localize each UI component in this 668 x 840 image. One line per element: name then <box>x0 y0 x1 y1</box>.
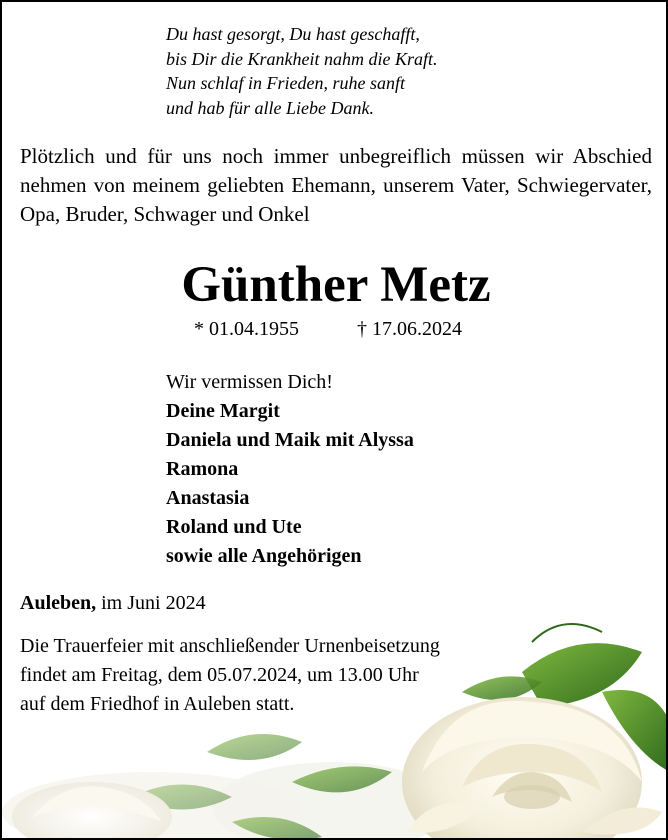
mourner-name: Daniela und Maik mit Alyssa <box>166 429 414 451</box>
funeral-line: findet am Freitag, dem 05.07.2024, um 13.00 Uhr <box>20 664 419 686</box>
poem-line: Du hast gesorgt, Du hast geschafft, <box>166 24 420 44</box>
poem-line: Nun schlaf in Frieden, ruhe sanft <box>166 73 405 93</box>
place-town: Auleben, <box>20 592 97 614</box>
funeral-info <box>20 632 560 719</box>
intro-text: Plötzlich und für uns noch immer unbegreiflich müssen wir Abschied nehmen von meinem geliebten Ehemann, unserem Vater, Schwiegervater, Opa, Bruder, Schwager und Onkel <box>20 144 652 226</box>
place-date-line <box>20 589 206 617</box>
place-date: im Juni 2024 <box>96 592 206 614</box>
mourners-intro: Wir vermissen Dich! <box>166 371 333 393</box>
mourner-name: sowie alle Angehörigen <box>166 545 362 567</box>
mourner-name: Deine Margit <box>166 400 280 422</box>
death-date: † 17.06.2024 <box>357 318 462 340</box>
poem-line: bis Dir die Krankheit nahm die Kraft. <box>166 48 438 69</box>
mourners-list <box>166 368 414 571</box>
memorial-poem <box>166 22 438 120</box>
funeral-line: auf dem Friedhof in Auleben statt. <box>20 693 295 715</box>
poem-line: und hab für alle Liebe Dank. <box>166 97 374 118</box>
deceased-name: Günther Metz <box>181 257 491 313</box>
birth-date: * 01.04.1955 <box>194 318 299 340</box>
mourner-name: Ramona <box>166 458 239 480</box>
funeral-line: Die Trauerfeier mit anschließender Urnenbeisetzung <box>20 635 440 657</box>
mourner-name: Anastasia <box>166 487 250 509</box>
mourner-name: Roland und Ute <box>166 516 302 538</box>
